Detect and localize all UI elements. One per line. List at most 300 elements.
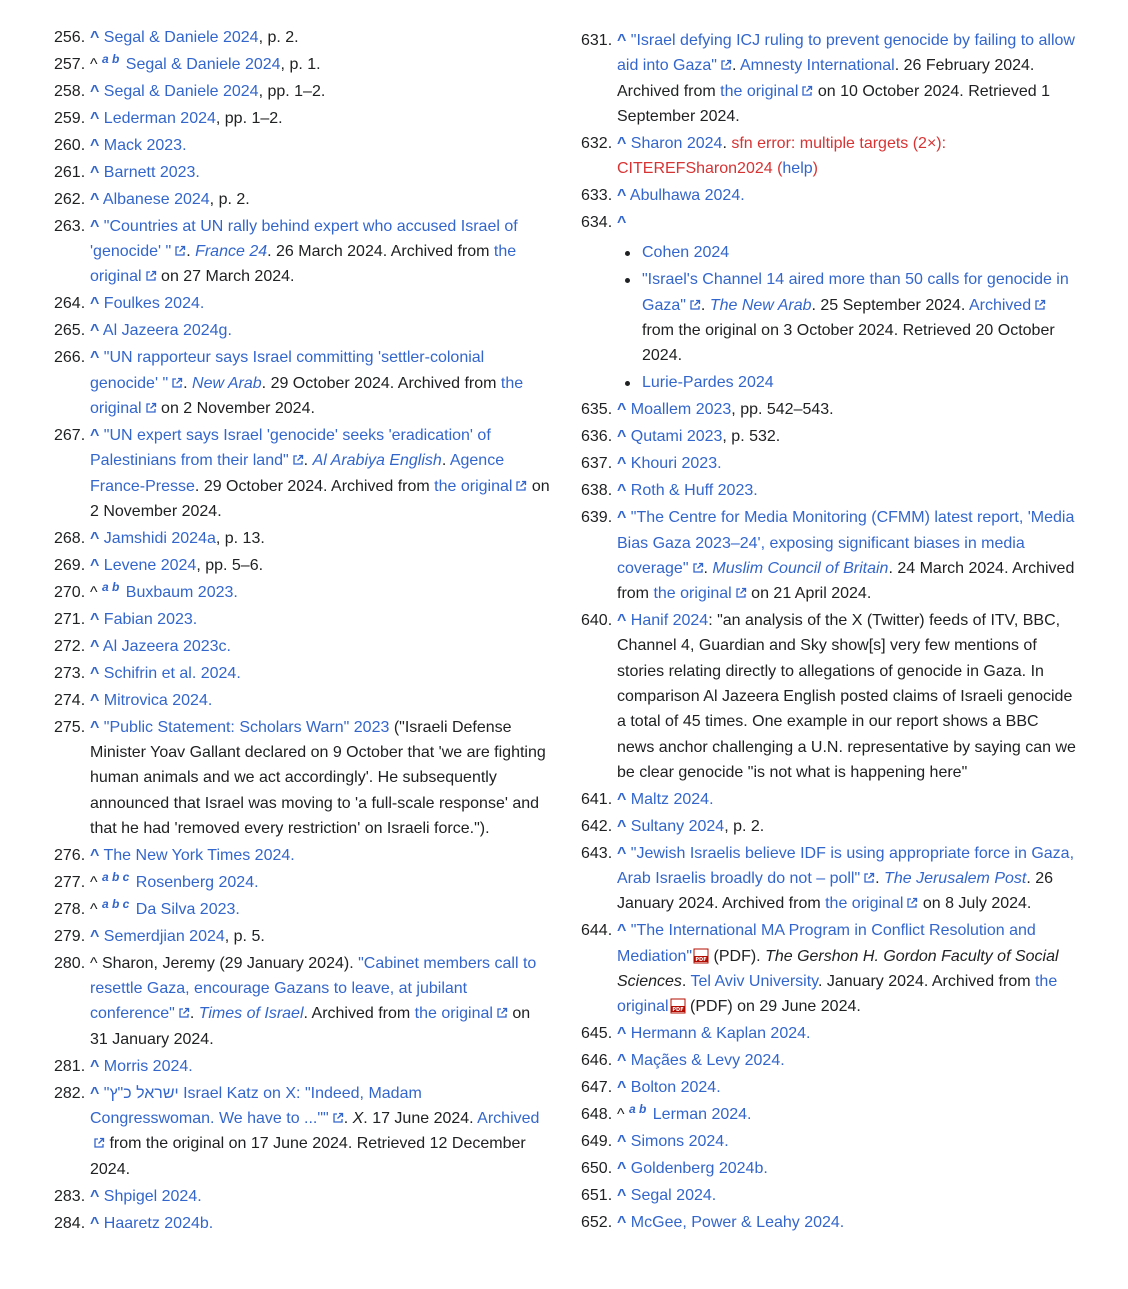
external-link-icon <box>906 892 918 904</box>
backlink-caret[interactable]: ^ <box>90 846 100 864</box>
reference-number: 277. <box>54 873 86 891</box>
pdf-icon <box>670 997 686 1013</box>
reference-body <box>90 530 265 547</box>
plain-text: , pp. 1–2. <box>215 109 283 127</box>
reference-item <box>581 1183 1077 1208</box>
reference-number: 283. <box>54 1187 86 1205</box>
reference-body <box>90 928 265 945</box>
backlink-caret[interactable]: ^ <box>617 612 627 630</box>
plain-text: , p. 13. <box>215 529 265 547</box>
plain-text: . <box>441 452 450 470</box>
citation-link[interactable]: "Cabinet members call to resettle Gaza, encourage Gazans to leave, at jubilant conference" <box>90 954 537 1023</box>
citation-link[interactable]: Hermann & Kaplan 2024. <box>630 1025 811 1043</box>
citation-link[interactable]: Shpigel 2024. <box>103 1187 202 1205</box>
publication-link: Muslim Council of Britain <box>712 559 889 577</box>
citation-link[interactable]: "ישראל כ"ץ Israel Katz on X: "Indeed, Madam Congresswoman. We have to ..."" <box>90 1084 422 1128</box>
reference-body <box>90 164 200 181</box>
pdf-icon <box>693 947 709 963</box>
caret-text: ^ <box>90 900 98 918</box>
backlink-caret[interactable]: ^ <box>90 1187 100 1205</box>
backlink-caret[interactable]: ^ <box>90 691 100 709</box>
citation-link[interactable]: the original <box>90 374 524 418</box>
reference-body <box>617 214 626 231</box>
reference-body <box>617 922 1059 1015</box>
reference-number: 272. <box>54 637 86 655</box>
backlink-caret[interactable]: ^ <box>617 1160 627 1178</box>
plain-text: ("Israeli Defense Minister Yoav Gallant declared on 9 October that 'we are fighting human animals and we act accordingly'. He subsequently announced that Israel was moving to 'a full-scale response' and that he had 'removed every restriction' on Israeli force."). <box>90 718 546 837</box>
reference-body <box>90 638 231 655</box>
citation-link[interactable]: the original <box>825 895 904 913</box>
reference-number: 276. <box>54 846 86 864</box>
citation-link[interactable]: Bolton 2024. <box>630 1079 721 1097</box>
citation-link[interactable]: Haaretz 2024b. <box>103 1214 214 1232</box>
citation-link[interactable]: the original <box>617 973 1058 1016</box>
error-text: sfn error: multiple targets (2×): CITEREFSharon2024 ( <box>617 134 947 178</box>
citation-link[interactable]: Goldenberg 2024b. <box>630 1160 768 1178</box>
plain-text: on 10 October 2024. Retrieved 1 September 2024. <box>617 82 1051 125</box>
citation-link[interactable]: Cohen 2024 <box>642 244 730 262</box>
citation-link[interactable]: Sultany 2024 <box>630 817 725 835</box>
publication-link-wrapper[interactable] <box>884 870 1026 887</box>
backlink-caret[interactable]: ^ <box>90 1084 100 1102</box>
reference-number: 649. <box>581 1133 613 1151</box>
backlink-caret[interactable]: ^ <box>617 1214 627 1232</box>
citation-link[interactable]: Lerman 2024. <box>652 1106 752 1124</box>
reference-number: 281. <box>54 1057 86 1075</box>
reference-number: 636. <box>581 428 613 446</box>
citation-link[interactable]: Lederman 2024 <box>103 109 216 127</box>
backlink-caret[interactable]: ^ <box>90 295 100 313</box>
external-link-icon <box>863 867 875 879</box>
plain-text: . <box>303 452 313 470</box>
backlink-caret[interactable]: ^ <box>90 217 100 235</box>
plain-text: : "an analysis of the X (Twitter) feeds of ITV, BBC, Channel 4, Guardian and Sky show[s] very few mentions of stories relating directly to allegations of genocide in Gaza. In comparison Al Jazeera English posted claims of Israeli genocide a total of 45 times. One example in our report shows a BBC news anchor challenging a U.N. representative by saying can we be clear genocide "is not what is happening here" <box>617 612 1076 781</box>
backlink-caret[interactable]: ^ <box>617 1187 627 1205</box>
plain-text: . <box>700 296 710 314</box>
reference-number: 263. <box>54 217 86 235</box>
citation-link[interactable]: Qutami 2023 <box>630 428 723 446</box>
reference-item <box>581 814 1077 839</box>
reference-number: 270. <box>54 583 86 601</box>
reference-body <box>617 509 1074 602</box>
plain-text: . <box>722 134 732 152</box>
reference-item <box>54 106 550 131</box>
reference-item <box>581 397 1077 422</box>
plain-text: on 2 November 2024. <box>156 400 315 418</box>
reference-item <box>54 951 550 1052</box>
plain-text: . 26 February 2024. Archived from <box>617 57 1035 100</box>
reference-body <box>90 719 546 837</box>
reference-body <box>617 482 758 499</box>
reference-number: 634. <box>581 214 613 232</box>
reference-item <box>54 79 550 104</box>
citation-link[interactable]: "Israel's Channel 14 aired more than 50 calls for genocide in Gaza" <box>642 271 1069 314</box>
italic-text: X <box>352 1110 364 1128</box>
backlink-caret[interactable]: ^ <box>90 529 100 547</box>
citation-link[interactable]: Levene 2024 <box>103 556 197 574</box>
reference-item <box>54 607 550 632</box>
reference-number: 273. <box>54 664 86 682</box>
reference-body <box>617 818 764 835</box>
reference-number: 259. <box>54 109 86 127</box>
reference-item <box>54 214 550 290</box>
reference-item <box>581 28 1077 129</box>
backlink-caret[interactable]: ^ <box>90 109 100 127</box>
reference-body <box>90 427 550 520</box>
reference-body <box>90 869 259 891</box>
citation-link[interactable]: "The Centre for Media Monitoring (CFMM) latest report, 'Media Bias Gaza 2023–24', exposing significant biases in media coverage" <box>617 509 1075 577</box>
citation-link[interactable]: "Israel defying ICJ ruling to prevent genocide by failing to allow aid into Gaza" <box>617 32 1075 75</box>
backlink-letters[interactable]: a b c <box>101 896 130 911</box>
backlink-caret[interactable]: ^ <box>617 1079 627 1097</box>
caret-text: ^ <box>90 873 98 891</box>
citation-link[interactable]: Hanif 2024 <box>630 612 709 630</box>
publication-link: Al Arabiya English <box>312 452 442 470</box>
reference-item <box>54 661 550 686</box>
backlink-caret[interactable]: ^ <box>617 482 627 500</box>
reference-item <box>54 133 550 158</box>
citation-link[interactable]: the original <box>653 585 732 603</box>
citation-link[interactable]: the original <box>434 477 513 495</box>
backlink-caret[interactable]: ^ <box>617 428 627 446</box>
sub-reference-list <box>617 240 1077 395</box>
reference-item <box>581 608 1077 785</box>
reference-number: 280. <box>54 954 86 972</box>
external-link-icon <box>692 557 704 569</box>
reference-item <box>54 52 550 77</box>
citation-link[interactable]: Al Jazeera 2023c. <box>102 637 231 655</box>
citation-link[interactable]: The New York Times 2024. <box>103 846 295 864</box>
caret-text: ^ <box>90 55 98 73</box>
citation-link[interactable]: Tel Aviv University <box>690 973 818 990</box>
backlink-caret[interactable]: ^ <box>90 427 100 445</box>
citation-link[interactable]: Segal & Daniele 2024 <box>103 82 259 100</box>
plain-text: on 8 July 2024. <box>918 895 1032 913</box>
citation-link[interactable]: Rosenberg 2024. <box>135 873 259 891</box>
citation-link[interactable]: help <box>782 160 813 178</box>
reference-item <box>581 1102 1077 1127</box>
citation-link[interactable]: Agence France-Presse <box>90 452 505 495</box>
backlink-caret[interactable]: ^ <box>617 455 627 473</box>
citation-link[interactable]: Amnesty International <box>739 57 895 75</box>
reference-body <box>90 137 187 154</box>
reference-number: 638. <box>581 482 613 500</box>
backlink-caret[interactable]: ^ <box>617 817 627 835</box>
publication-link-wrapper[interactable] <box>710 297 812 314</box>
reference-number: 633. <box>581 187 613 205</box>
reference-body <box>90 110 283 127</box>
citation-link[interactable]: Abulhawa 2024. <box>629 187 745 205</box>
backlink-caret[interactable]: ^ <box>90 136 100 154</box>
reference-item <box>581 505 1077 606</box>
plain-text: , pp. 1–2. <box>258 82 326 100</box>
reference-number: 261. <box>54 163 86 181</box>
backlink-caret[interactable]: ^ <box>617 214 627 232</box>
reference-item <box>581 1048 1077 1073</box>
reference-body <box>617 1214 844 1231</box>
reference-number: 262. <box>54 190 86 208</box>
reference-item <box>581 478 1077 503</box>
backlink-caret[interactable]: ^ <box>90 82 100 100</box>
reference-body <box>617 1052 785 1069</box>
reference-number: 645. <box>581 1025 613 1043</box>
reference-item <box>54 318 550 343</box>
backlink-caret[interactable]: ^ <box>617 790 627 808</box>
plain-text: (PDF) on 29 June 2024. <box>685 998 861 1016</box>
backlink-caret[interactable]: ^ <box>90 664 100 682</box>
citation-link[interactable]: Barnett 2023. <box>103 163 200 181</box>
backlink-caret[interactable]: ^ <box>90 637 100 655</box>
reference-item <box>54 1054 550 1079</box>
reference-number: 257. <box>54 55 86 73</box>
backlink-caret[interactable]: ^ <box>617 509 627 527</box>
reference-number: 651. <box>581 1187 613 1205</box>
external-link-icon <box>801 80 813 92</box>
reference-item <box>581 1021 1077 1046</box>
reference-body <box>90 295 204 312</box>
publication-link-wrapper[interactable] <box>195 243 267 260</box>
backlink-letters[interactable]: a b c <box>101 869 130 884</box>
plain-text: , p. 2. <box>258 29 299 46</box>
reference-item <box>581 1210 1077 1235</box>
reference-body <box>617 135 946 177</box>
citation-link[interactable]: Schifrin et al. 2024. <box>103 664 241 682</box>
reference-number: 264. <box>54 295 86 313</box>
backlink-caret[interactable]: ^ <box>617 187 627 205</box>
backlink-caret[interactable]: ^ <box>617 32 627 49</box>
publication-link-wrapper[interactable] <box>199 1005 304 1022</box>
backlink-caret[interactable]: ^ <box>90 556 100 574</box>
reference-number: 279. <box>54 927 86 945</box>
reference-item <box>54 1184 550 1209</box>
plain-text: . <box>186 243 196 261</box>
publication-link-wrapper[interactable] <box>192 375 262 392</box>
citation-link[interactable]: Segal & Daniele 2024 <box>103 29 259 46</box>
plain-text: , p. 1. <box>280 55 321 73</box>
citation-link[interactable]: Mitrovica 2024. <box>103 691 213 709</box>
reference-item <box>54 553 550 578</box>
references-column-left <box>54 25 550 1238</box>
reference-body <box>617 1160 768 1177</box>
reference-number: 648. <box>581 1106 613 1124</box>
reference-item <box>581 841 1077 917</box>
error-text: ) <box>812 160 818 178</box>
citation-link[interactable]: Archived <box>968 296 1032 314</box>
backlink-caret[interactable]: ^ <box>90 163 100 181</box>
plain-text: , p. 2. <box>724 817 765 835</box>
backlink-caret[interactable]: ^ <box>90 190 100 208</box>
reference-number: 265. <box>54 322 86 340</box>
citation-link[interactable]: Da Silva 2023. <box>135 900 240 918</box>
backlink-letters[interactable]: a b <box>628 1101 647 1116</box>
reference-list-left <box>54 25 550 1236</box>
backlink-caret[interactable]: ^ <box>617 1025 627 1043</box>
external-link-icon <box>145 397 157 409</box>
reference-item <box>54 160 550 185</box>
reference-body <box>90 847 295 864</box>
citation-link[interactable]: Archived <box>477 1110 540 1128</box>
reference-body <box>90 692 212 709</box>
reference-item <box>581 183 1077 208</box>
citation-link[interactable]: Lurie-Pardes 2024 <box>642 374 774 392</box>
backlink-caret[interactable]: ^ <box>90 1057 100 1075</box>
reference-number: 652. <box>581 1214 613 1232</box>
reference-item <box>581 1075 1077 1100</box>
reference-item <box>581 1156 1077 1181</box>
backlink-caret[interactable]: ^ <box>617 1052 627 1070</box>
plain-text: from the original on 3 October 2024. Retrieved 20 October 2024. <box>642 322 1055 365</box>
backlink-caret[interactable]: ^ <box>90 349 100 367</box>
citation-link[interactable]: Sharon 2024 <box>630 134 723 152</box>
reference-item <box>54 580 550 605</box>
backlink-caret[interactable]: ^ <box>90 322 100 340</box>
backlink-caret[interactable]: ^ <box>90 718 100 736</box>
plain-text: . <box>183 374 193 392</box>
reference-item <box>581 1129 1077 1154</box>
reference-body <box>617 428 780 445</box>
reference-body <box>90 1058 193 1075</box>
backlink-caret[interactable]: ^ <box>617 134 627 152</box>
reference-number: 631. <box>581 32 613 49</box>
backlink-caret[interactable]: ^ <box>617 844 627 862</box>
backlink-letters[interactable]: a b <box>101 51 120 66</box>
citation-link[interactable]: Simons 2024. <box>630 1133 729 1151</box>
plain-text: , p. 532. <box>722 428 781 446</box>
external-link-icon <box>735 582 747 594</box>
citation-link[interactable]: "Countries at UN rally behind expert who accused Israel of 'genocide' " <box>90 217 518 261</box>
reference-item <box>54 715 550 841</box>
reference-body <box>617 1079 721 1096</box>
plain-text: . 17 June 2024. <box>363 1110 478 1128</box>
plain-text: . 29 October 2024. Archived from <box>194 477 435 495</box>
reference-item <box>54 187 550 212</box>
citation-link[interactable]: Buxbaum 2023. <box>125 583 238 601</box>
svg-text:PDF: PDF <box>695 956 707 963</box>
plain-text: on 21 April 2024. <box>746 585 872 603</box>
reference-item <box>581 424 1077 449</box>
reference-number: 646. <box>581 1052 613 1070</box>
citation-link[interactable]: "UN expert says Israel 'genocide' seeks 'eradication' of Palestinians from their land" <box>90 427 491 470</box>
reference-item <box>581 451 1077 476</box>
plain-text: . 26 March 2024. Archived from <box>267 243 494 261</box>
reference-number: 643. <box>581 844 613 862</box>
reference-body <box>617 1101 752 1124</box>
citation-link[interactable]: Maçães & Levy 2024. <box>630 1052 785 1070</box>
backlink-caret[interactable]: ^ <box>617 922 627 940</box>
citation-link[interactable]: the original <box>414 1005 493 1023</box>
citation-link[interactable]: "The International MA Program in Conflict Resolution and Mediation" <box>617 922 1036 965</box>
backlink-caret[interactable]: ^ <box>617 1133 627 1151</box>
reference-number: 260. <box>54 136 86 154</box>
plain-text: on 27 March 2024. <box>156 268 295 286</box>
publication-link: New Arab <box>192 374 262 392</box>
reference-item <box>54 870 550 895</box>
backlink-caret[interactable]: ^ <box>90 29 100 46</box>
reference-body <box>90 1085 539 1178</box>
reference-body <box>90 557 263 574</box>
citation-link[interactable]: Roth & Huff 2023. <box>630 482 758 500</box>
reference-body <box>90 1215 213 1232</box>
citation-link[interactable]: Albanese 2024 <box>102 190 210 208</box>
reference-item <box>54 1211 550 1236</box>
external-link-icon <box>174 240 186 252</box>
reference-body <box>617 1133 729 1150</box>
plain-text: . <box>703 559 713 577</box>
reference-body <box>617 32 1075 125</box>
reference-number: 644. <box>581 922 613 940</box>
citation-link[interactable]: Moallem 2023 <box>630 401 732 419</box>
references-column-right <box>581 28 1077 1237</box>
citation-link[interactable]: Fabian 2023. <box>103 610 198 628</box>
publication-link-wrapper[interactable] <box>712 560 888 577</box>
citation-link[interactable]: "Jewish Israelis believe IDF is using appropriate force in Gaza, Arab Israelis broadly do not – poll" <box>617 844 1075 888</box>
publication-link-wrapper[interactable] <box>313 452 442 469</box>
reference-body <box>617 1187 716 1204</box>
citation-link[interactable]: Jamshidi 2024a <box>103 529 216 547</box>
external-link-icon <box>292 449 304 461</box>
reference-item <box>54 1081 550 1182</box>
reference-number: 640. <box>581 612 613 630</box>
reference-list-right <box>581 28 1077 1235</box>
citation-link[interactable]: McGee, Power & Leahy 2024. <box>630 1214 845 1232</box>
citation-link[interactable]: "UN rapporteur says Israel committing 'settler-colonial genocide' " <box>90 349 485 392</box>
citation-link[interactable]: the original <box>720 82 799 100</box>
reference-body <box>617 187 745 204</box>
external-link-icon <box>515 475 527 487</box>
sub-reference-item <box>617 370 1077 395</box>
plain-text: . <box>681 973 691 990</box>
citation-link[interactable]: Khouri 2023. <box>630 455 722 473</box>
citation-link[interactable]: Al Jazeera 2024g. <box>102 322 232 340</box>
plain-text: on 31 January 2024. <box>90 1005 531 1048</box>
reference-number: 635. <box>581 401 613 419</box>
citation-link[interactable]: Mack 2023. <box>103 136 187 154</box>
backlink-letters[interactable]: a b <box>101 579 120 594</box>
citation-link[interactable]: Foulkes 2024. <box>103 295 205 313</box>
reference-body <box>90 1188 202 1205</box>
reference-number: 275. <box>54 718 86 736</box>
reference-item <box>54 924 550 949</box>
external-link-icon <box>171 372 183 384</box>
reference-number: 278. <box>54 900 86 918</box>
backlink-caret[interactable]: ^ <box>90 927 100 945</box>
citation-link[interactable]: Segal & Daniele 2024 <box>125 55 281 73</box>
backlink-caret[interactable]: ^ <box>617 401 627 419</box>
reference-body <box>617 401 834 418</box>
reference-body <box>90 665 241 682</box>
plain-text: . <box>875 870 885 888</box>
citation-link[interactable]: Segal 2024. <box>630 1187 717 1205</box>
backlink-caret[interactable]: ^ <box>90 610 100 628</box>
publication-link: The New Arab <box>709 296 812 314</box>
plain-text: from the original on 17 June 2024. Retrieved 12 December 2024. <box>90 1135 526 1178</box>
plain-text: . <box>731 57 740 75</box>
citation-link[interactable]: Maltz 2024. <box>630 790 714 808</box>
citation-link[interactable]: "Public Statement: Scholars Warn" 2023 <box>103 718 390 736</box>
publication-link: Times of Israel <box>198 1005 304 1023</box>
reference-body <box>617 791 714 808</box>
backlink-caret[interactable]: ^ <box>90 1214 100 1232</box>
citation-link[interactable]: Morris 2024. <box>103 1057 193 1075</box>
plain-text: , pp. 5–6. <box>196 556 264 574</box>
citation-link[interactable]: the original <box>90 243 517 286</box>
reference-item <box>54 291 550 316</box>
plain-text: (PDF). <box>709 947 766 965</box>
citation-link[interactable]: Semerdjian 2024 <box>103 927 225 945</box>
reference-body <box>90 83 325 100</box>
reference-body <box>617 455 722 472</box>
reference-body <box>90 349 523 417</box>
